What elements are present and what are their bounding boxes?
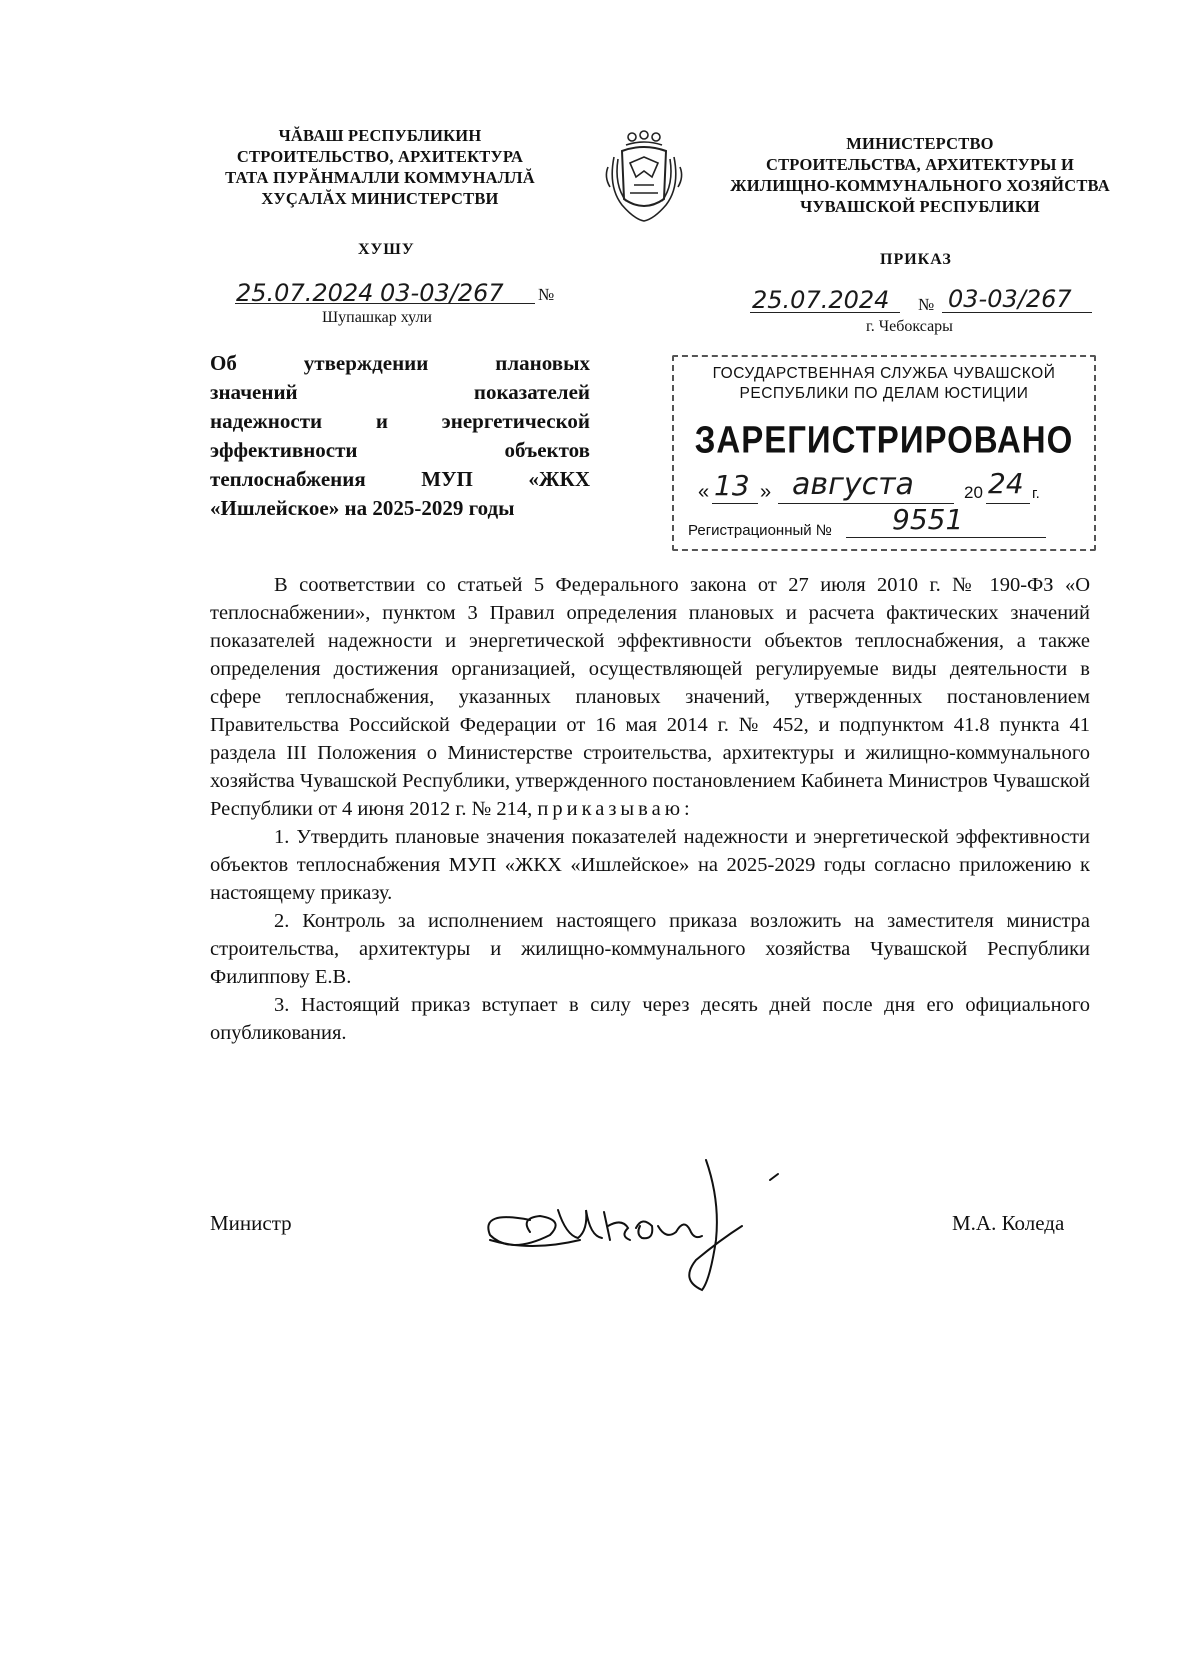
preamble-text: В соответствии со статьей 5 Федерального закона от 27 июля 2010 г. № 190-ФЗ «О теплоснабжении», пунктом 3 Правил определения плановых и расчета фактических значений показателей надежности и энергетической эффективности объектов теплоснабжения, а также определения достижения организацией, осуществляющей регулируемые виды деятельности в сфере теплоснабжения, указанных плановых значений, утвержденных постановлением Правительства Российской Федерации от 16 мая 2014 г. № 452, и подпунктом 41.8 пункта 41 раздела III Положения о Министерстве строительства, архитектуры и жилищно-коммунального хозяйства Чувашской Республики, утвержденного постановлением Кабинета Министров Чувашской Республики от 4 июня 2012 г. № 214, [210, 574, 1090, 820]
paragraph-item-2: 2. Контроль за исполнением настоящего приказа возложить на заместителя министра строительства, архитектуры и жилищно-коммунального хозяйства Чувашской Республики Филиппову Е.В. [210, 910, 1090, 988]
subject-line: Об утверждении плановых [210, 351, 590, 375]
stamp-reg-label: Регистрационный № [688, 522, 832, 539]
stamp-agency-line1: ГОСУДАРСТВЕННАЯ СЛУЖБА ЧУВАШСКОЙ [712, 365, 1056, 382]
doc-type-left: ХУШУ [358, 241, 415, 258]
subject-line: надежности и энергетической [210, 409, 590, 433]
order-word: приказываю: [537, 798, 694, 820]
coat-of-arms-icon [600, 127, 688, 225]
date-right-handwritten: 25.07.2024 [752, 286, 890, 314]
header-right-line: МИНИСТЕРСТВО [846, 134, 994, 153]
number-right-handwritten: 03-03/267 [948, 285, 1072, 313]
order-body [210, 571, 1090, 1047]
header-left-line: ЧĂВАШ РЕСПУБЛИКИН [278, 126, 482, 145]
doc-type-right: ПРИКАЗ [880, 251, 952, 268]
stamp-year-suffix: г. [1032, 485, 1040, 502]
stamp-agency-line2: РЕСПУБЛИКИ ПО ДЕЛАМ ЮСТИЦИИ [739, 385, 1029, 402]
number-sign-right: № [918, 295, 935, 314]
handwritten-signature [470, 1140, 820, 1300]
stamp-day-handwritten: 13 [714, 469, 750, 502]
paragraph-item-3: 3. Настоящий приказ вступает в силу через десять дней после дня его официального опубликования. [210, 994, 1090, 1044]
paragraph-preamble [210, 571, 1090, 823]
subject-line: «Ишлейское» на 2025-2029 годы [210, 496, 515, 520]
signatory-name: М.А. Коледа [952, 1211, 1065, 1235]
date-left-handwritten: 25.07.2024 [236, 279, 374, 307]
place-right: г. Чебоксары [866, 318, 953, 335]
number-sign-left: № [538, 285, 555, 304]
stamp-day-line [712, 503, 758, 504]
stamp-month-handwritten: августа [792, 467, 914, 502]
header-left-line: ХУÇАЛĂХ МИНИСТЕРСТВИ [261, 189, 499, 208]
stamp-year-line [986, 503, 1030, 504]
header-right-line: ЧУВАШСКОЙ РЕСПУБЛИКИ [800, 197, 1040, 216]
stamp-close-quote: » [760, 481, 772, 503]
header-right-line: ЖИЛИЩНО-КОММУНАЛЬНОГО ХОЗЯЙСТВА [730, 176, 1110, 195]
header-left-line: СТРОИТЕЛЬСТВО, АРХИТЕКТУРА [236, 147, 524, 166]
registration-stamp [672, 355, 1096, 551]
header-right-line: СТРОИТЕЛЬСТВА, АРХИТЕКТУРЫ И [765, 155, 1074, 174]
place-left: Шупашкар хули [322, 309, 432, 326]
stamp-reg-number-handwritten: 9551 [892, 503, 964, 536]
signatory-role: Министр [210, 1211, 292, 1235]
number-left-handwritten: 03-03/267 [380, 279, 504, 307]
header-left [210, 125, 550, 209]
header-right [700, 133, 1140, 217]
stamp-reg-line [846, 537, 1046, 538]
stamp-open-quote: « [698, 481, 710, 503]
subject-line: теплоснабжения МУП «ЖКХ [210, 467, 590, 491]
stamp-registered: ЗАРЕГИСТРИРОВАНО [694, 418, 1074, 461]
paragraph-item-1: 1. Утвердить плановые значения показателей надежности и энергетической эффективности объектов теплоснабжения МУП «ЖКХ «Ишлейское» на 2025-2029 годы согласно приложению к настоящему приказу. [210, 826, 1090, 904]
stamp-year-prefix: 20 [964, 483, 983, 502]
header-left-line: ТАТА ПУРĂНМАЛЛИ КОММУНАЛЛĂ [225, 168, 535, 187]
stamp-year-handwritten: 24 [988, 467, 1024, 500]
order-subject [210, 349, 590, 523]
subject-line: значений показателей [210, 380, 590, 404]
subject-line: эффективности объектов [210, 438, 590, 462]
